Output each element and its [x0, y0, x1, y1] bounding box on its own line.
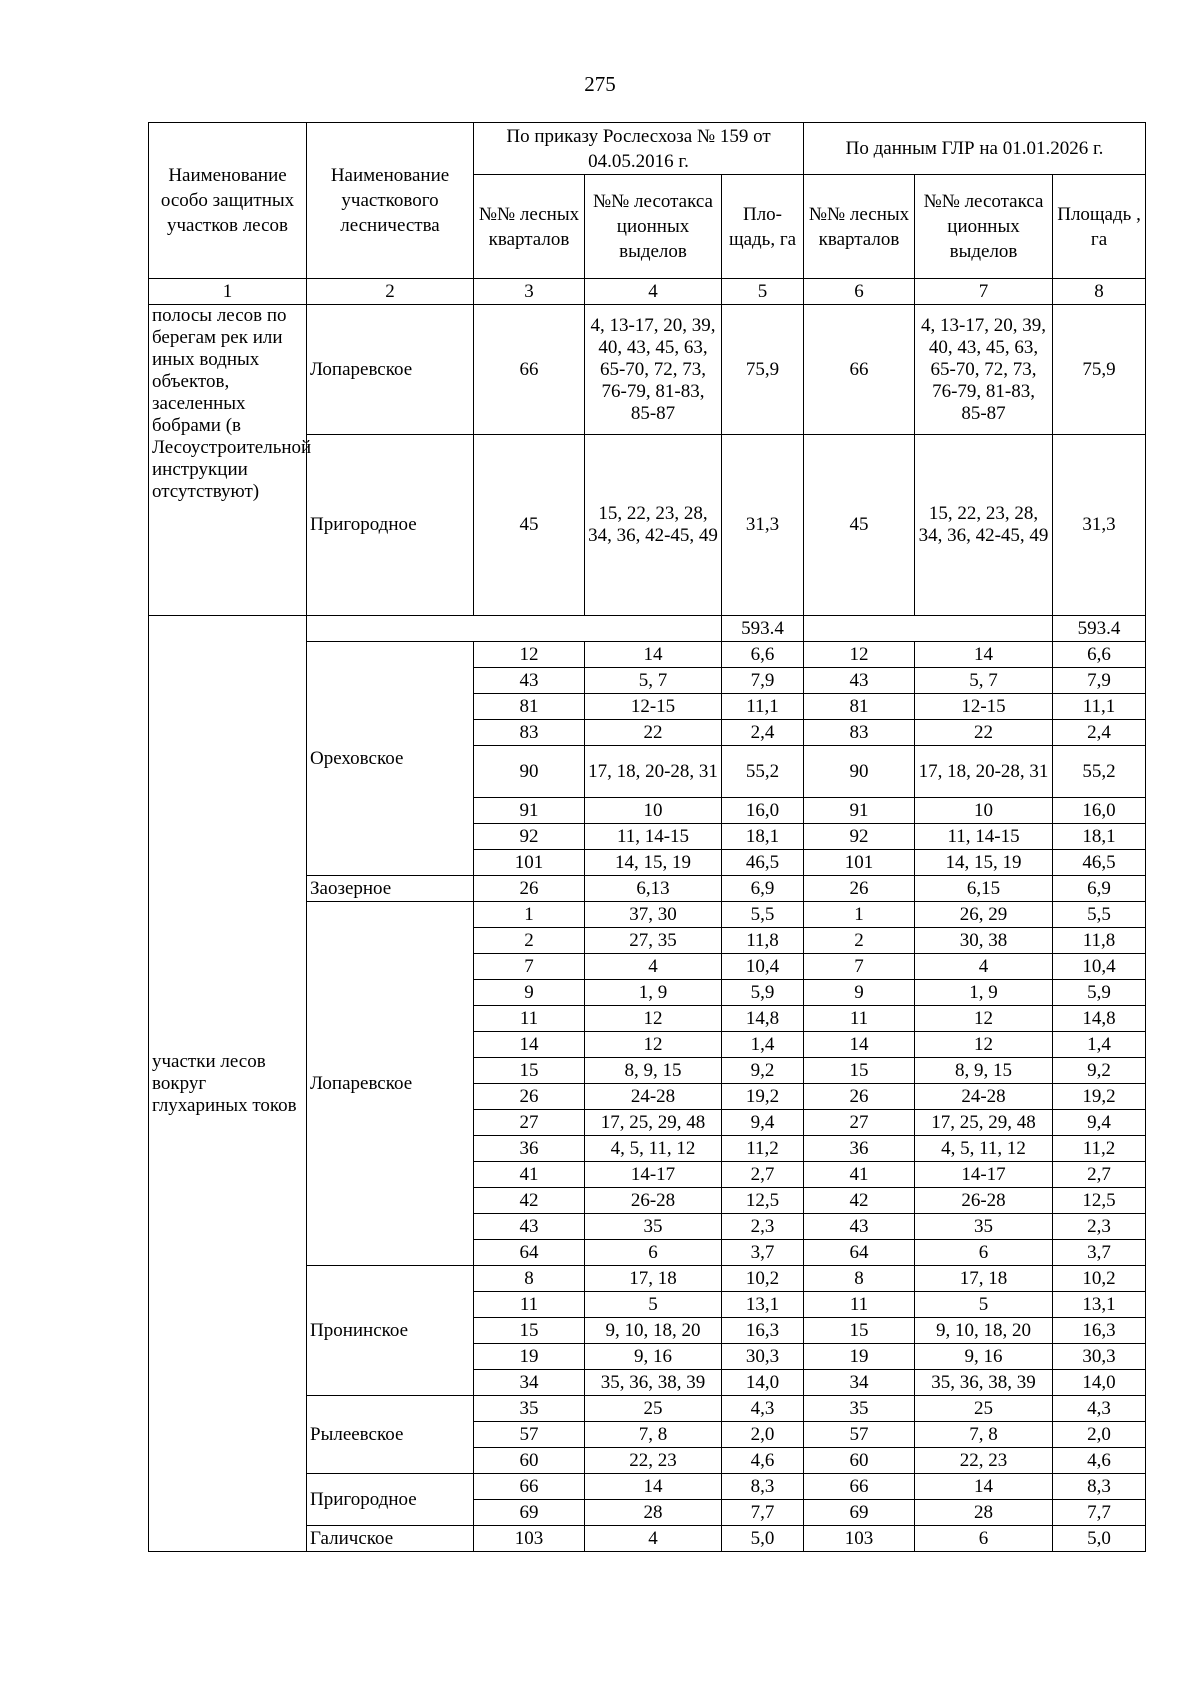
quarter-number: 12 — [804, 642, 915, 668]
plot-numbers: 12-15 — [585, 694, 722, 720]
quarter-number: 64 — [804, 1240, 915, 1266]
forestry-name: Рылеевское — [307, 1396, 474, 1474]
area-value: 5,5 — [1053, 902, 1146, 928]
quarter-number: 15 — [474, 1058, 585, 1084]
plot-numbers: 1, 9 — [585, 980, 722, 1006]
header-area-a: Пло-щадь, га — [722, 175, 804, 279]
quarter-number: 15 — [804, 1318, 915, 1344]
quarter-number: 26 — [804, 1084, 915, 1110]
plot-numbers: 10 — [915, 798, 1053, 824]
protected-areas-table — [148, 122, 1146, 1552]
plot-numbers: 30, 38 — [915, 928, 1053, 954]
area-value: 31,3 — [722, 435, 804, 616]
table-body — [149, 305, 1146, 1552]
area-value: 7,7 — [1053, 1500, 1146, 1526]
plot-numbers: 6 — [915, 1526, 1053, 1552]
area-value: 2,0 — [722, 1422, 804, 1448]
area-value: 31,3 — [1053, 435, 1146, 616]
quarter-number: 81 — [474, 694, 585, 720]
area-value: 30,3 — [722, 1344, 804, 1370]
area-value: 5,0 — [1053, 1526, 1146, 1552]
plot-numbers: 6,15 — [915, 876, 1053, 902]
area-value: 30,3 — [1053, 1344, 1146, 1370]
plot-numbers: 15, 22, 23, 28, 34, 36, 42-45, 49 — [915, 435, 1053, 616]
quarter-number: 101 — [804, 850, 915, 876]
area-value: 46,5 — [722, 850, 804, 876]
plot-numbers: 6,13 — [585, 876, 722, 902]
area-value: 10,4 — [1053, 954, 1146, 980]
quarter-number: 57 — [804, 1422, 915, 1448]
plot-numbers: 14 — [585, 1474, 722, 1500]
plot-numbers: 8, 9, 15 — [585, 1058, 722, 1084]
quarter-number: 27 — [804, 1110, 915, 1136]
plot-numbers: 26-28 — [915, 1188, 1053, 1214]
area-value: 6,9 — [1053, 876, 1146, 902]
area-value: 2,4 — [1053, 720, 1146, 746]
area-value: 11,8 — [1053, 928, 1146, 954]
plot-numbers: 7, 8 — [915, 1422, 1053, 1448]
area-value: 8,3 — [722, 1474, 804, 1500]
column-number: 8 — [1053, 279, 1146, 305]
total-area: 593.4 — [722, 616, 804, 642]
plot-numbers: 12 — [585, 1032, 722, 1058]
plot-numbers: 24-28 — [915, 1084, 1053, 1110]
quarter-number: 2 — [804, 928, 915, 954]
quarter-number: 34 — [474, 1370, 585, 1396]
quarter-number: 34 — [804, 1370, 915, 1396]
protected-area-name: полосы лесов по берегам рек или иных водных объектов, заселенных бобрами (в Лесоустроительной инструкции отсутствуют) — [149, 305, 307, 616]
total-row — [149, 616, 1146, 642]
quarter-number: 7 — [474, 954, 585, 980]
area-value: 5,0 — [722, 1526, 804, 1552]
area-value: 19,2 — [722, 1084, 804, 1110]
plot-numbers: 22 — [915, 720, 1053, 746]
area-value: 11,8 — [722, 928, 804, 954]
column-number: 2 — [307, 279, 474, 305]
area-value: 16,0 — [722, 798, 804, 824]
quarter-number: 103 — [804, 1526, 915, 1552]
plot-numbers: 11, 14-15 — [915, 824, 1053, 850]
header-area-b: Площадь , га — [1053, 175, 1146, 279]
quarter-number: 14 — [474, 1032, 585, 1058]
quarter-number: 19 — [474, 1344, 585, 1370]
plot-numbers: 10 — [585, 798, 722, 824]
header-protected-area-name: Наименование особо защитных участков лесов — [149, 123, 307, 279]
plot-numbers: 35 — [585, 1214, 722, 1240]
area-value: 9,2 — [1053, 1058, 1146, 1084]
quarter-number: 36 — [804, 1136, 915, 1162]
area-value: 7,7 — [722, 1500, 804, 1526]
area-value: 6,6 — [722, 642, 804, 668]
area-value: 6,9 — [722, 876, 804, 902]
plot-numbers: 12-15 — [915, 694, 1053, 720]
quarter-number: 60 — [474, 1448, 585, 1474]
quarter-number: 19 — [804, 1344, 915, 1370]
area-value: 4,3 — [722, 1396, 804, 1422]
area-value: 18,1 — [1053, 824, 1146, 850]
plot-numbers: 1, 9 — [915, 980, 1053, 1006]
quarter-number: 43 — [804, 1214, 915, 1240]
area-value: 55,2 — [1053, 746, 1146, 798]
area-value: 2,3 — [1053, 1214, 1146, 1240]
plot-numbers: 9, 10, 18, 20 — [585, 1318, 722, 1344]
quarter-number: 92 — [474, 824, 585, 850]
forestry-name: Пригородное — [307, 1474, 474, 1526]
area-value: 1,4 — [1053, 1032, 1146, 1058]
quarter-number: 35 — [474, 1396, 585, 1422]
quarter-number: 42 — [474, 1188, 585, 1214]
area-value: 8,3 — [1053, 1474, 1146, 1500]
plot-numbers: 26-28 — [585, 1188, 722, 1214]
area-value: 6,6 — [1053, 642, 1146, 668]
area-value: 4,3 — [1053, 1396, 1146, 1422]
area-value: 2,4 — [722, 720, 804, 746]
plot-numbers: 14-17 — [915, 1162, 1053, 1188]
header-plots-b: №№ лесотакса ционных выделов — [915, 175, 1053, 279]
area-value: 75,9 — [1053, 305, 1146, 435]
forestry-name: Пронинское — [307, 1266, 474, 1396]
plot-numbers: 4 — [915, 954, 1053, 980]
forestry-name: Лопаревское — [307, 305, 474, 435]
area-value: 10,2 — [722, 1266, 804, 1292]
quarter-number: 1 — [474, 902, 585, 928]
area-value: 16,3 — [722, 1318, 804, 1344]
column-number: 3 — [474, 279, 585, 305]
area-value: 4,6 — [722, 1448, 804, 1474]
area-value: 14,8 — [722, 1006, 804, 1032]
plot-numbers: 14 — [915, 642, 1053, 668]
quarter-number: 90 — [804, 746, 915, 798]
quarter-number: 11 — [474, 1006, 585, 1032]
quarter-number: 91 — [474, 798, 585, 824]
area-value: 1,4 — [722, 1032, 804, 1058]
area-value: 3,7 — [1053, 1240, 1146, 1266]
quarter-number: 9 — [474, 980, 585, 1006]
quarter-number: 60 — [804, 1448, 915, 1474]
header-quarters-a: №№ лесных кварталов — [474, 175, 585, 279]
plot-numbers: 26, 29 — [915, 902, 1053, 928]
plot-numbers: 35, 36, 38, 39 — [585, 1370, 722, 1396]
plot-numbers: 6 — [915, 1240, 1053, 1266]
plot-numbers: 25 — [915, 1396, 1053, 1422]
area-value: 9,4 — [1053, 1110, 1146, 1136]
area-value: 9,4 — [722, 1110, 804, 1136]
column-number: 7 — [915, 279, 1053, 305]
area-value: 11,2 — [722, 1136, 804, 1162]
area-value: 13,1 — [1053, 1292, 1146, 1318]
quarter-number: 11 — [804, 1292, 915, 1318]
column-number: 1 — [149, 279, 307, 305]
area-value: 2,0 — [1053, 1422, 1146, 1448]
quarter-number: 92 — [804, 824, 915, 850]
plot-numbers: 35, 36, 38, 39 — [915, 1370, 1053, 1396]
quarter-number: 91 — [804, 798, 915, 824]
area-value: 14,0 — [1053, 1370, 1146, 1396]
plot-numbers: 5 — [915, 1292, 1053, 1318]
quarter-number: 35 — [804, 1396, 915, 1422]
plot-numbers: 17, 18 — [585, 1266, 722, 1292]
quarter-number: 12 — [474, 642, 585, 668]
area-value: 16,0 — [1053, 798, 1146, 824]
plot-numbers: 28 — [585, 1500, 722, 1526]
header-forestry-name: Наименование участкового лесничества — [307, 123, 474, 279]
plot-numbers: 17, 18, 20-28, 31 — [585, 746, 722, 798]
plot-numbers: 9, 16 — [585, 1344, 722, 1370]
plot-numbers: 17, 25, 29, 48 — [915, 1110, 1053, 1136]
area-value: 11,1 — [1053, 694, 1146, 720]
quarter-number: 11 — [804, 1006, 915, 1032]
plot-numbers: 4, 5, 11, 12 — [915, 1136, 1053, 1162]
plot-numbers: 5 — [585, 1292, 722, 1318]
column-number: 4 — [585, 279, 722, 305]
plot-numbers: 9, 16 — [915, 1344, 1053, 1370]
plot-numbers: 5, 7 — [585, 668, 722, 694]
quarter-number: 14 — [804, 1032, 915, 1058]
plot-numbers: 14 — [585, 642, 722, 668]
area-value: 13,1 — [722, 1292, 804, 1318]
forestry-name: Ореховское — [307, 642, 474, 876]
quarter-number: 7 — [804, 954, 915, 980]
area-value: 11,2 — [1053, 1136, 1146, 1162]
area-value: 4,6 — [1053, 1448, 1146, 1474]
plot-numbers: 22 — [585, 720, 722, 746]
plot-numbers: 4, 13-17, 20, 39, 40, 43, 45, 63, 65-70, 72, 73, 76-79, 81-83, 85-87 — [915, 305, 1053, 435]
quarter-number: 64 — [474, 1240, 585, 1266]
quarter-number: 83 — [474, 720, 585, 746]
total-spacer — [307, 616, 722, 642]
area-value: 5,9 — [722, 980, 804, 1006]
plot-numbers: 14 — [915, 1474, 1053, 1500]
protected-area-name: участки лесов вокруг глухариных токов — [149, 616, 307, 1552]
quarter-number: 57 — [474, 1422, 585, 1448]
plot-numbers: 17, 18 — [915, 1266, 1053, 1292]
quarter-number: 15 — [474, 1318, 585, 1344]
plot-numbers: 4, 5, 11, 12 — [585, 1136, 722, 1162]
plot-numbers: 22, 23 — [915, 1448, 1053, 1474]
area-value: 5,5 — [722, 902, 804, 928]
area-value: 16,3 — [1053, 1318, 1146, 1344]
plot-numbers: 28 — [915, 1500, 1053, 1526]
area-value: 10,2 — [1053, 1266, 1146, 1292]
plot-numbers: 11, 14-15 — [585, 824, 722, 850]
quarter-number: 81 — [804, 694, 915, 720]
column-number-row — [149, 279, 1146, 305]
plot-numbers: 14, 15, 19 — [585, 850, 722, 876]
plot-numbers: 24-28 — [585, 1084, 722, 1110]
area-value: 12,5 — [722, 1188, 804, 1214]
plot-numbers: 17, 25, 29, 48 — [585, 1110, 722, 1136]
quarter-number: 45 — [474, 435, 585, 616]
quarter-number: 43 — [804, 668, 915, 694]
area-value: 19,2 — [1053, 1084, 1146, 1110]
quarter-number: 8 — [474, 1266, 585, 1292]
area-value: 2,7 — [722, 1162, 804, 1188]
forestry-name: Пригородное — [307, 435, 474, 616]
quarter-number: 66 — [804, 305, 915, 435]
area-value: 3,7 — [722, 1240, 804, 1266]
area-value: 75,9 — [722, 305, 804, 435]
plot-numbers: 37, 30 — [585, 902, 722, 928]
quarter-number: 9 — [804, 980, 915, 1006]
area-value: 2,3 — [722, 1214, 804, 1240]
quarter-number: 26 — [474, 1084, 585, 1110]
area-value: 2,7 — [1053, 1162, 1146, 1188]
quarter-number: 66 — [474, 1474, 585, 1500]
quarter-number: 66 — [804, 1474, 915, 1500]
table-row — [149, 305, 1146, 435]
total-area: 593.4 — [1053, 616, 1146, 642]
plot-numbers: 4, 13-17, 20, 39, 40, 43, 45, 63, 65-70, 72, 73, 76-79, 81-83, 85-87 — [585, 305, 722, 435]
area-value: 7,9 — [722, 668, 804, 694]
quarter-number: 45 — [804, 435, 915, 616]
quarter-number: 36 — [474, 1136, 585, 1162]
plot-numbers: 25 — [585, 1396, 722, 1422]
plot-numbers: 8, 9, 15 — [915, 1058, 1053, 1084]
forestry-name: Галичское — [307, 1526, 474, 1552]
plot-numbers: 22, 23 — [585, 1448, 722, 1474]
quarter-number: 69 — [804, 1500, 915, 1526]
quarter-number: 26 — [474, 876, 585, 902]
quarter-number: 43 — [474, 1214, 585, 1240]
quarter-number: 42 — [804, 1188, 915, 1214]
total-spacer — [804, 616, 1053, 642]
quarter-number: 69 — [474, 1500, 585, 1526]
quarter-number: 15 — [804, 1058, 915, 1084]
plot-numbers: 14-17 — [585, 1162, 722, 1188]
area-value: 18,1 — [722, 824, 804, 850]
quarter-number: 101 — [474, 850, 585, 876]
plot-numbers: 12 — [915, 1032, 1053, 1058]
quarter-number: 66 — [474, 305, 585, 435]
area-value: 12,5 — [1053, 1188, 1146, 1214]
quarter-number: 27 — [474, 1110, 585, 1136]
plot-numbers: 15, 22, 23, 28, 34, 36, 42-45, 49 — [585, 435, 722, 616]
area-value: 14,0 — [722, 1370, 804, 1396]
quarter-number: 41 — [474, 1162, 585, 1188]
plot-numbers: 4 — [585, 1526, 722, 1552]
area-value: 7,9 — [1053, 668, 1146, 694]
quarter-number: 83 — [804, 720, 915, 746]
area-value: 46,5 — [1053, 850, 1146, 876]
plot-numbers: 9, 10, 18, 20 — [915, 1318, 1053, 1344]
area-value: 55,2 — [722, 746, 804, 798]
page-number: 275 — [584, 72, 616, 96]
quarter-number: 43 — [474, 668, 585, 694]
column-number: 6 — [804, 279, 915, 305]
forestry-name: Заозерное — [307, 876, 474, 902]
header-plots-a: №№ лесотакса ционных выделов — [585, 175, 722, 279]
column-number: 5 — [722, 279, 804, 305]
area-value: 11,1 — [722, 694, 804, 720]
plot-numbers: 6 — [585, 1240, 722, 1266]
quarter-number: 2 — [474, 928, 585, 954]
plot-numbers: 12 — [585, 1006, 722, 1032]
header-glr-group: По данным ГЛР на 01.01.2026 г. — [804, 123, 1146, 175]
quarter-number: 103 — [474, 1526, 585, 1552]
quarter-number: 11 — [474, 1292, 585, 1318]
area-value: 10,4 — [722, 954, 804, 980]
area-value: 5,9 — [1053, 980, 1146, 1006]
plot-numbers: 14, 15, 19 — [915, 850, 1053, 876]
area-value: 9,2 — [722, 1058, 804, 1084]
quarter-number: 41 — [804, 1162, 915, 1188]
header-order-group: По приказу Рослесхоза № 159 от 04.05.2016 г. — [474, 123, 804, 175]
plot-numbers: 7, 8 — [585, 1422, 722, 1448]
area-value: 14,8 — [1053, 1006, 1146, 1032]
plot-numbers: 12 — [915, 1006, 1053, 1032]
plot-numbers: 5, 7 — [915, 668, 1053, 694]
quarter-number: 26 — [804, 876, 915, 902]
quarter-number: 8 — [804, 1266, 915, 1292]
forestry-name: Лопаревское — [307, 902, 474, 1266]
quarter-number: 90 — [474, 746, 585, 798]
plot-numbers: 4 — [585, 954, 722, 980]
plot-numbers: 35 — [915, 1214, 1053, 1240]
plot-numbers: 27, 35 — [585, 928, 722, 954]
table-header — [149, 123, 1146, 305]
plot-numbers: 17, 18, 20-28, 31 — [915, 746, 1053, 798]
quarter-number: 1 — [804, 902, 915, 928]
header-quarters-b: №№ лесных кварталов — [804, 175, 915, 279]
